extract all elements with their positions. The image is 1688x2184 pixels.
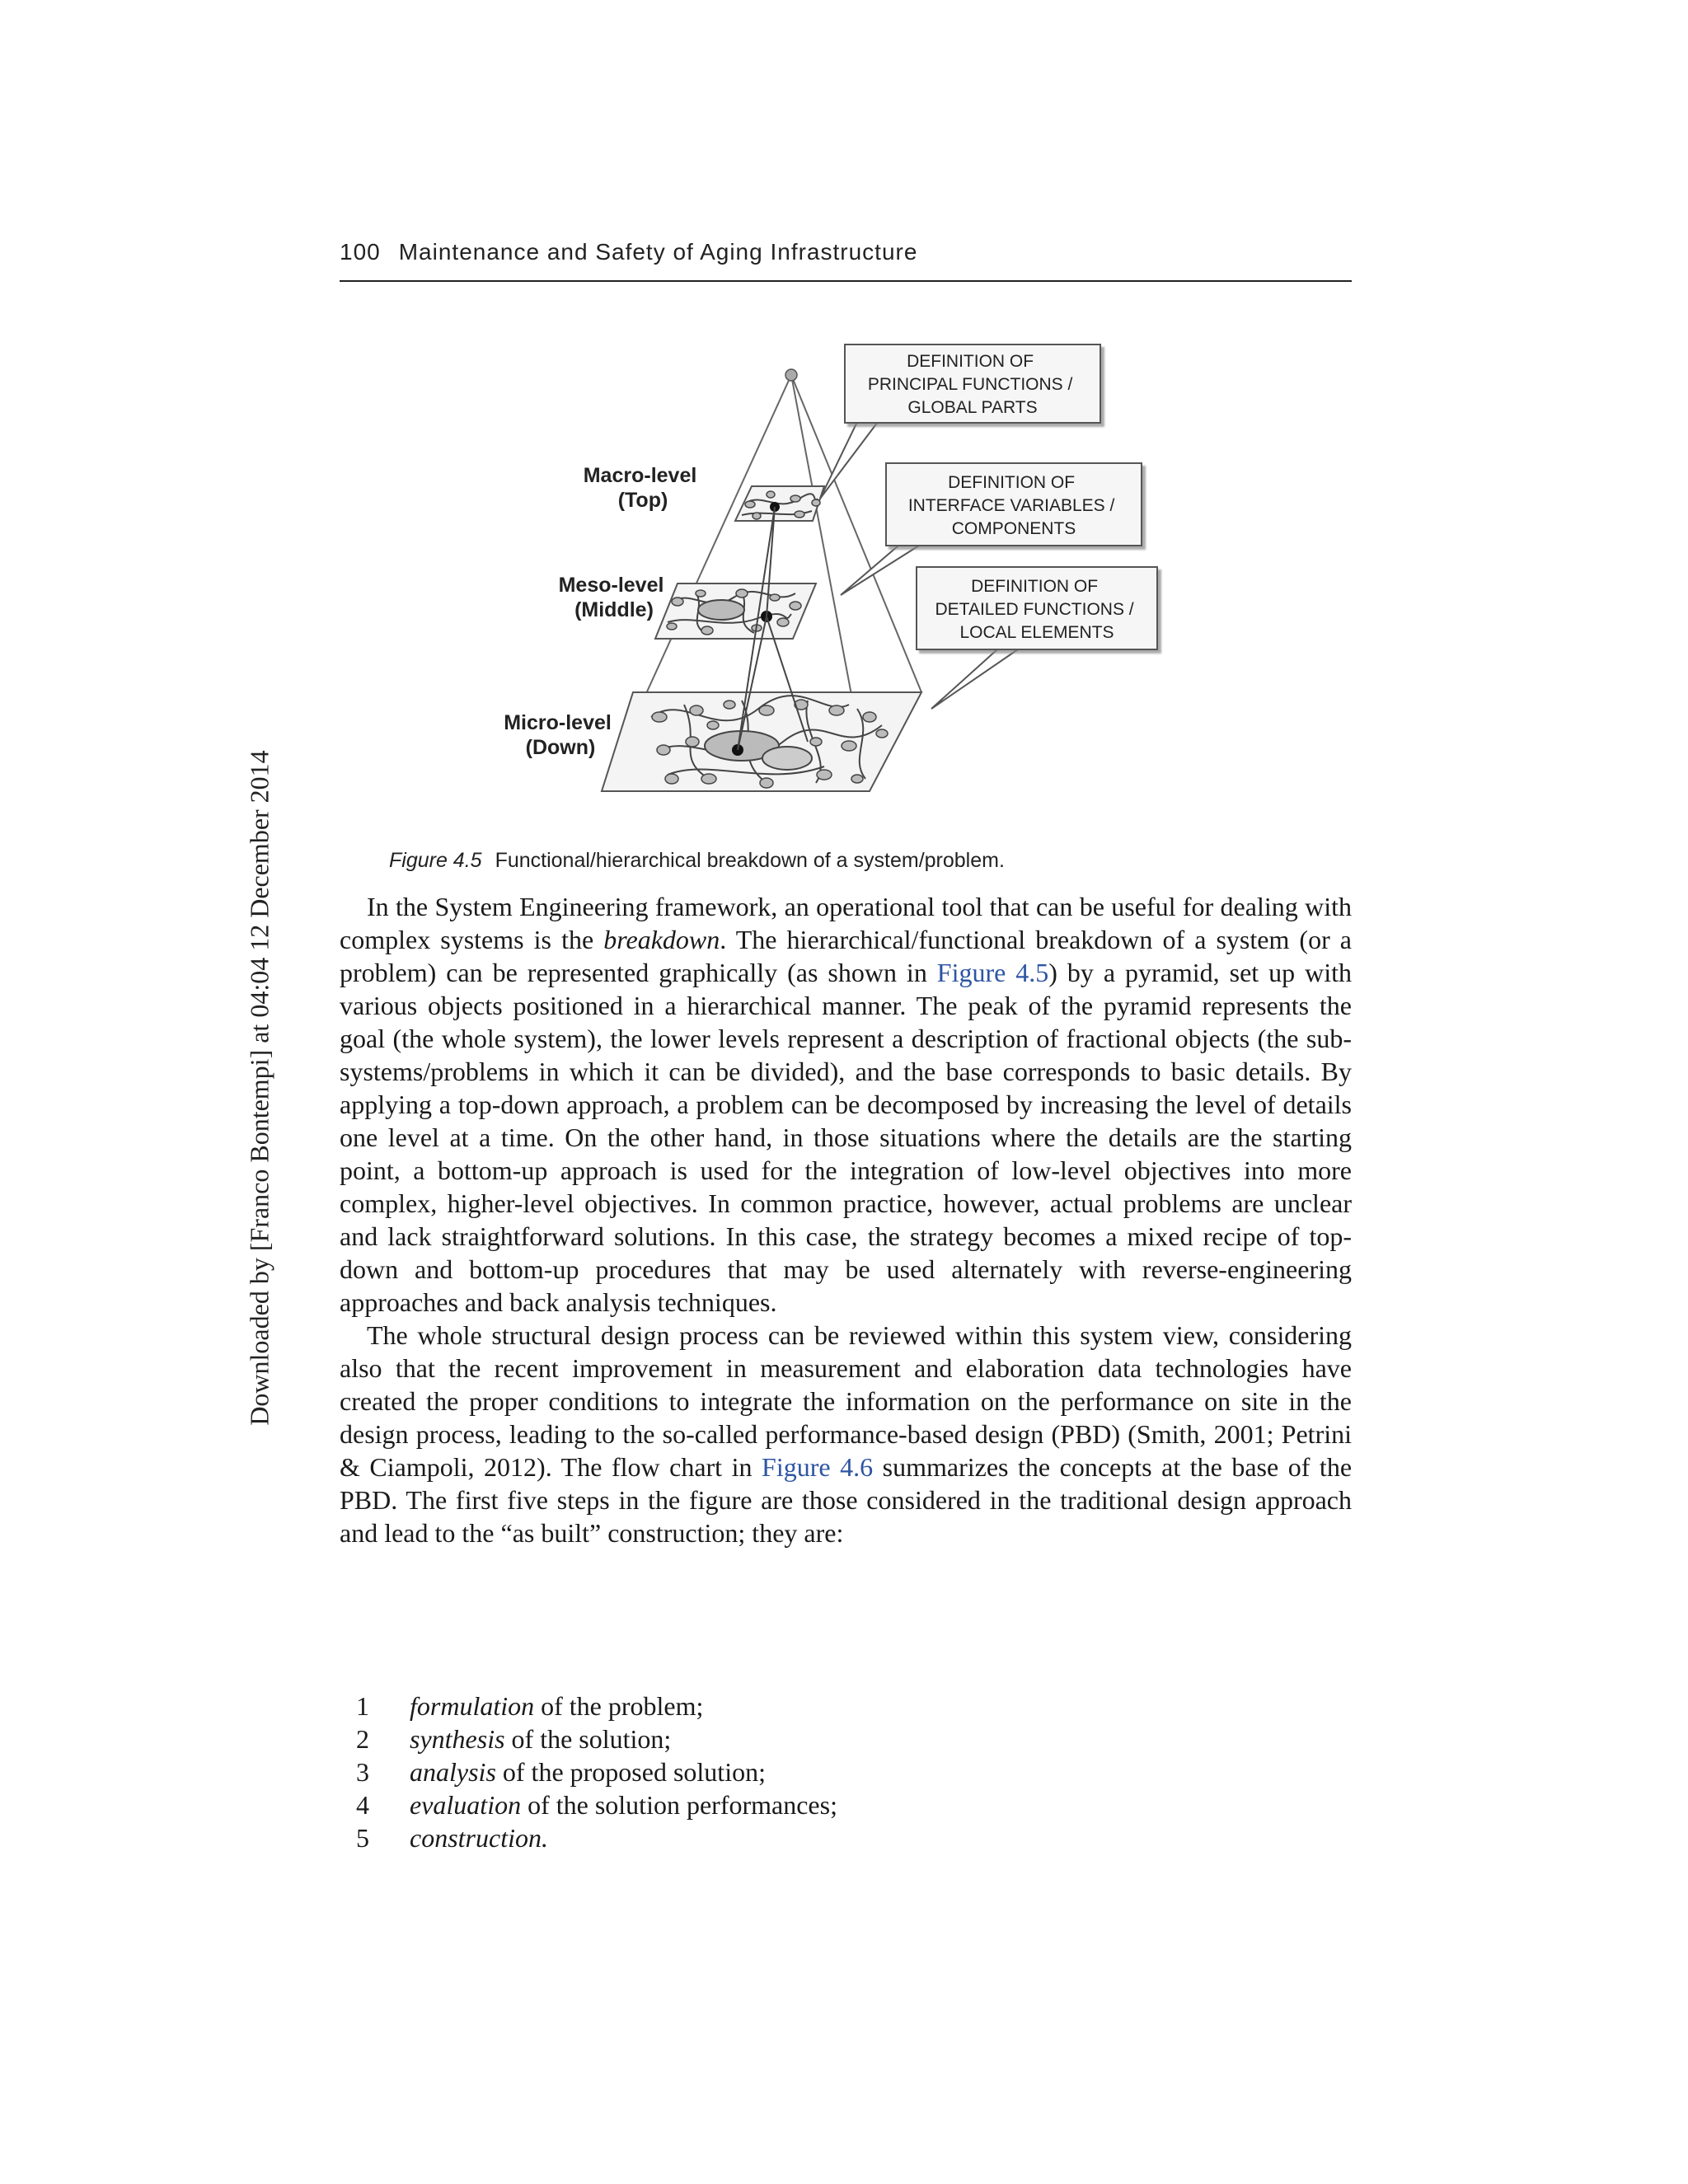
list-item: 2 synthesis of the solution; — [356, 1724, 672, 1754]
callout-principal-functions — [845, 344, 1100, 423]
download-note-text: Downloaded by [Franco Bontempi] at 04:04 12 December 2014 — [244, 750, 274, 1426]
paragraph-breakdown: In the System Engineering framework, an operational tool that can be useful for dealing with complex systems is the breakdown. The hierarchical/functional breakdown of a system (or a problem) can be represented graphically (as shown in Figure 4.5) by a pyramid, set up with various objects positioned in a hierarchical manner. The peak of the pyramid represents the goal (the whole system), the lower levels represent a description of fractional objects (the sub-systems/problems in which it can be divided), and the base corresponds to basic details. By applying a top-down approach, a problem can be decomposed by increasing the level of details one level at a time. On the other hand, in those situations where the details are the starting point, a bottom-up approach is used for the integration of low-level objectives into more complex, higher-level objectives. In common practice, however, actual problems are unclear and lack straightforward solutions. In this case, the strategy becomes a mixed recipe of top-down and bottom-up procedures that may be used alternately with reverse-engineering approaches and back analysis techniques. — [340, 892, 1353, 1317]
macro-level-label: Macro-level (Top) — [583, 464, 697, 512]
svg-text:DEFINITION OF DETAILED F: DEFINITION OF DETAILED FUNCTIONS / LOCAL ELEMENTS — [935, 577, 1134, 642]
pyramid-apex-node — [785, 369, 797, 381]
figure-caption-text: Functional/hierarchical breakdown of a system/problem. — [495, 849, 1005, 872]
macro-level-plane — [735, 486, 824, 521]
micro-level-plane — [602, 692, 921, 791]
figure-caption-label: Figure 4.5 — [389, 849, 482, 872]
pyramid-figure — [495, 330, 1236, 824]
body-text — [340, 890, 1352, 1549]
breakdown-term: breakdown — [603, 925, 720, 954]
meso-level-label: Meso-level (Middle) — [558, 574, 664, 621]
running-head — [340, 239, 1352, 282]
list-item: 5 construction. — [356, 1823, 548, 1853]
list-item: 4 evaluation of the solution performances; — [356, 1790, 837, 1820]
svg-text:DEFINITION OF PRINCIPAL: DEFINITION OF PRINCIPAL FUNCTIONS / GLOBAL PARTS — [867, 352, 1073, 417]
svg-text:DEFINITION OF INTERFACE: DEFINITION OF INTERFACE VARIABLES / COMPONENTS — [907, 473, 1115, 538]
list-item: 1 formulation of the problem; — [356, 1691, 704, 1721]
steps-list — [356, 1690, 1180, 1854]
micro-level-label: Micro-level (Down) — [504, 711, 612, 759]
meso-level-plane — [655, 583, 816, 639]
callout-interface-variables — [886, 463, 1142, 546]
paragraph-design-process: The whole structural design process can be reviewed within this system view, considering also that the recent improvement in measurement and elaboration data technologies have created the proper conditions to integrate the information on the performance on site in the design process, leading to the so-called performance-based design (PBD) (Smith, 2001; Petrini & Ciampoli, 2012). The flow chart in Figure 4.6 summarizes the concepts at the base of the PBD. The first five steps in the figure are those considered in the traditional design approach and lead to the “as built” construction; they are: — [340, 1320, 1353, 1548]
callout-detailed-functions — [917, 567, 1157, 649]
running-title: Maintenance and Safety of Aging Infrastructure — [398, 239, 918, 265]
figure-4-6-link[interactable]: Figure 4.6 — [762, 1452, 874, 1482]
figure-4-5-link[interactable]: Figure 4.5 — [936, 958, 1049, 987]
figure-caption — [389, 849, 1296, 873]
list-item: 3 analysis of the proposed solution; — [356, 1757, 766, 1787]
page-number: 100 — [340, 239, 381, 265]
